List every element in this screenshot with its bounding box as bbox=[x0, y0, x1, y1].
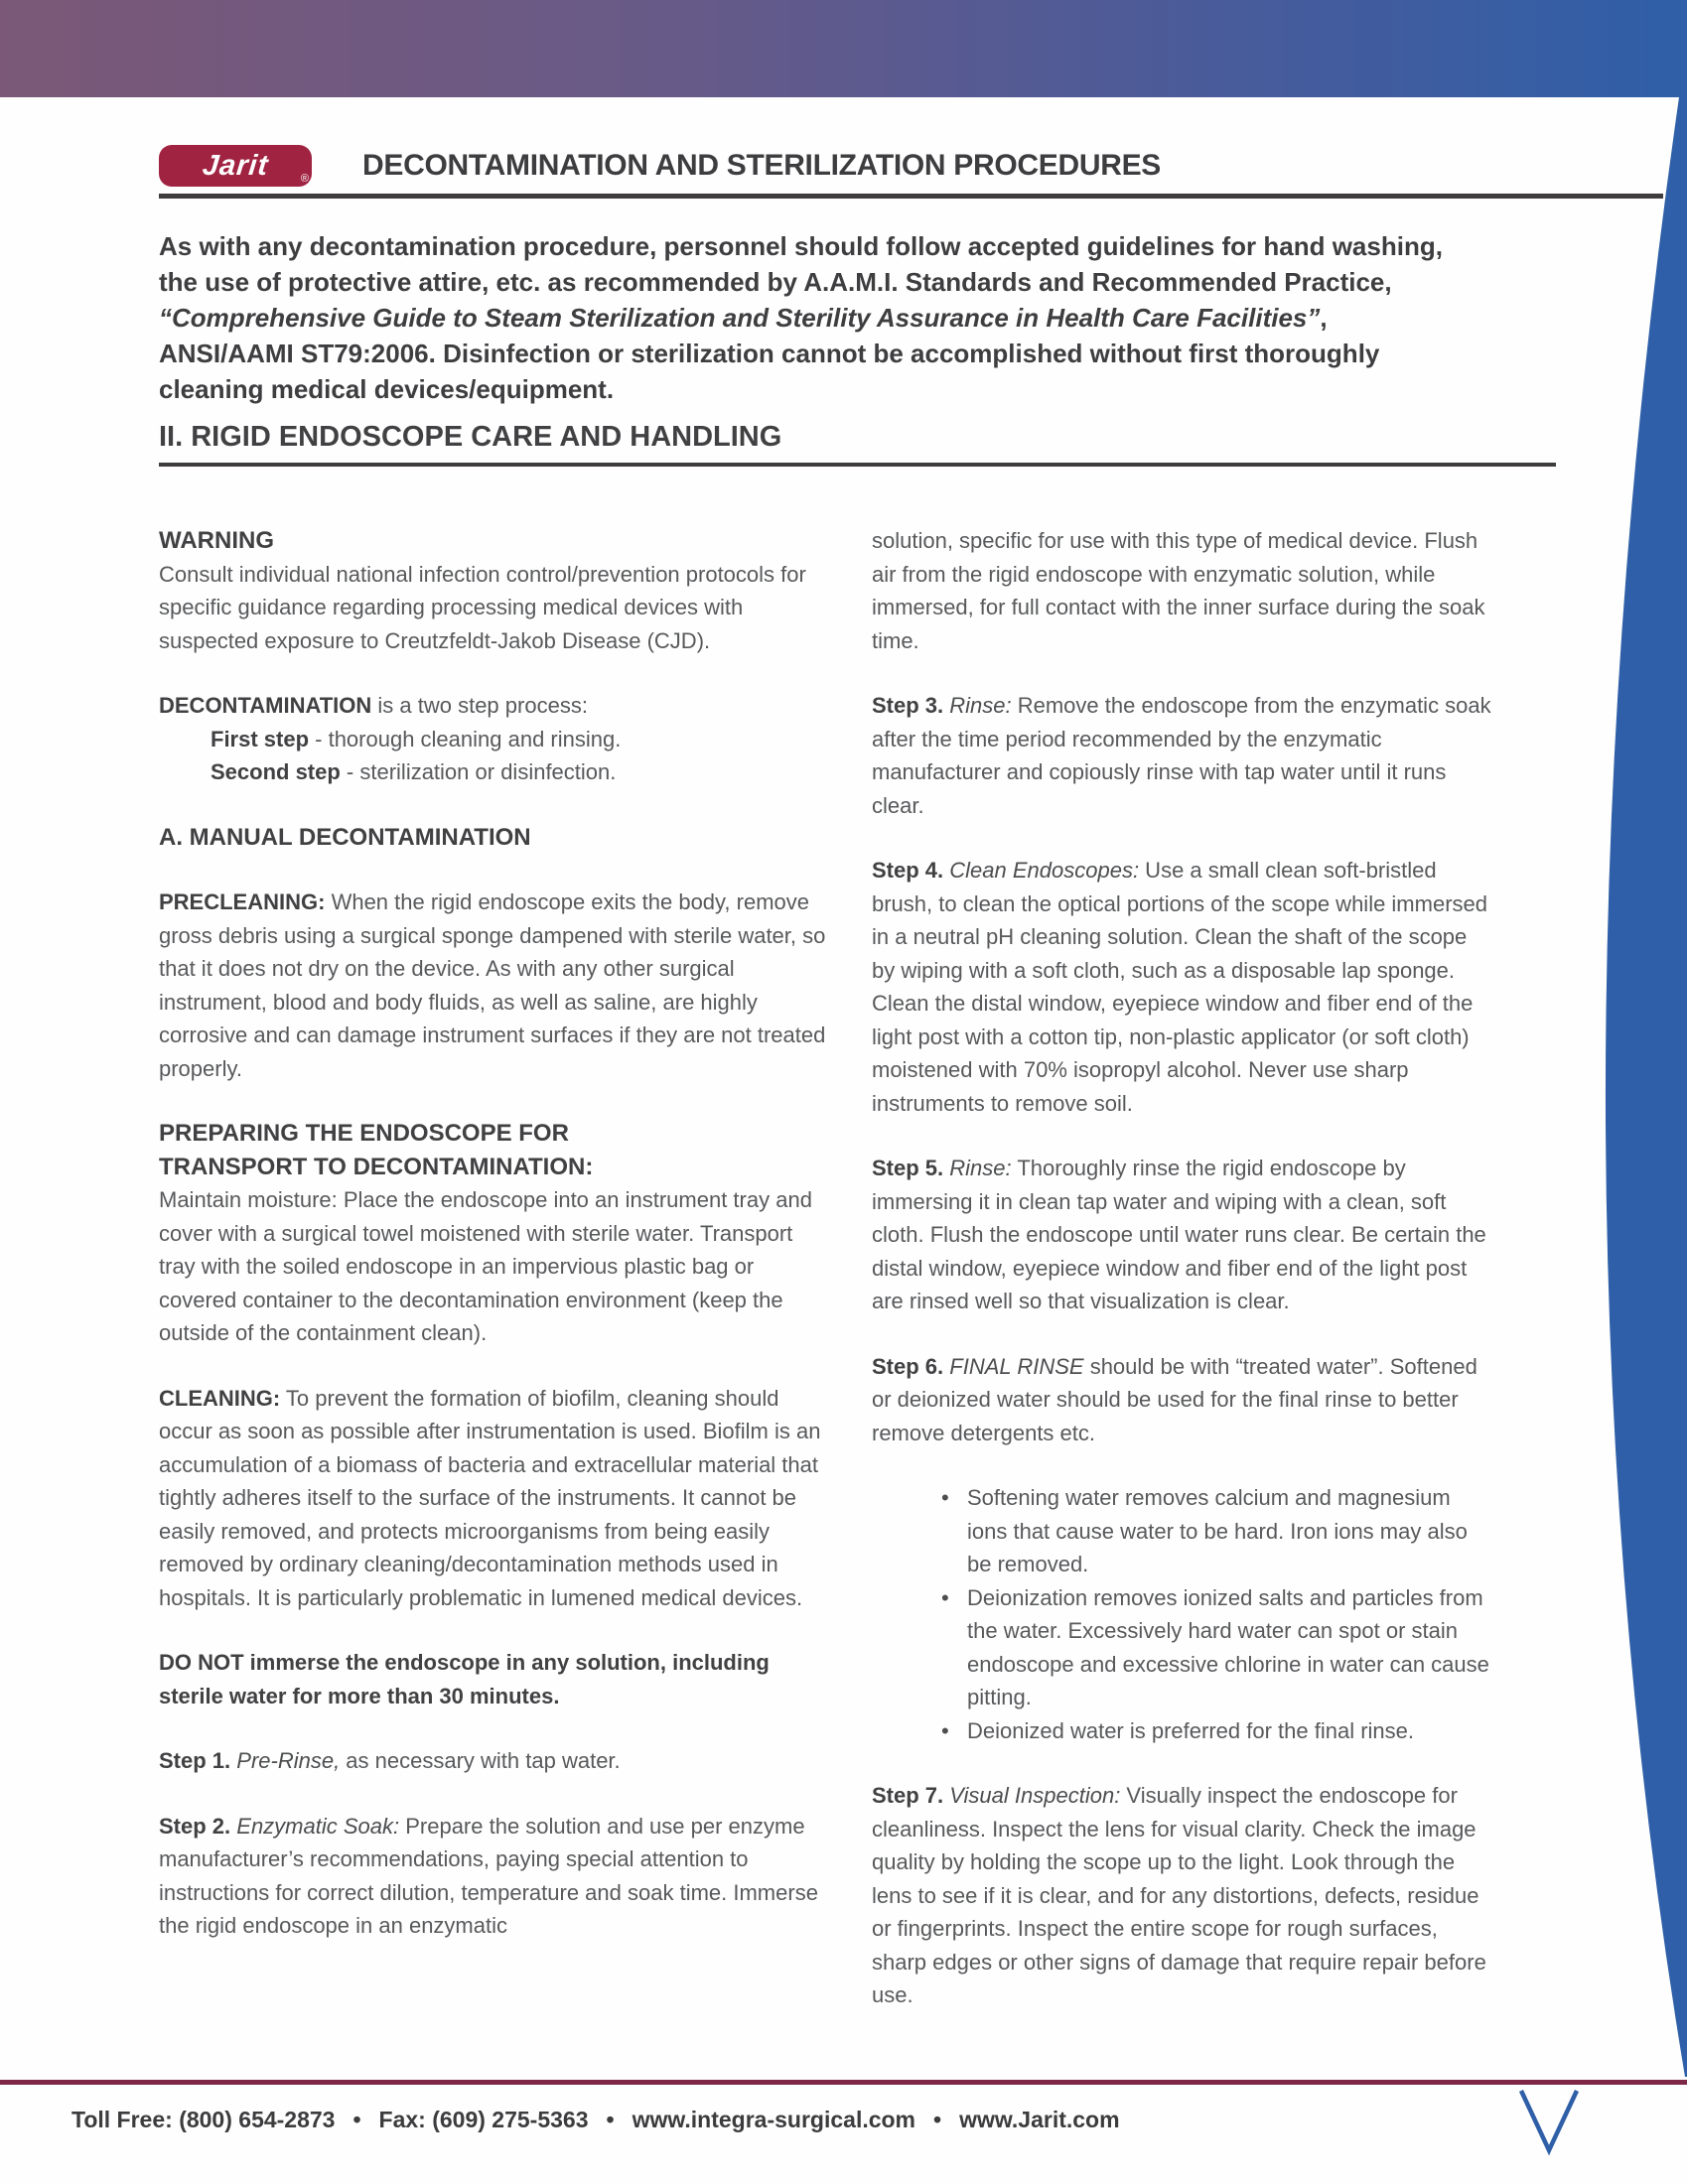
footer-item: www.Jarit.com bbox=[959, 2107, 1120, 2132]
text-run: Deionized water is preferred for the final rinse. bbox=[967, 1717, 1414, 1743]
text-run: Rinse: bbox=[949, 693, 1012, 718]
text-run: When the rigid endoscope exits the body, remove gross debris using a surgical sponge dampened with sterile water, so that it does not dry on the device. As with any other surgical instrument, blood and body fluids, as well as saline, are highly corrosive and can damage instrument surfaces if they are not treated properly. bbox=[159, 889, 826, 1081]
text-run: Second step bbox=[211, 759, 341, 784]
text-run: Softening water removes calcium and magnesium ions that cause water to be hard. Iron ions may also be removed. bbox=[967, 1485, 1468, 1576]
text-run: Use a small clean soft-bristled brush, to clean the optical portions of the scope while immersed in a neutral pH cleaning solution. Clean the shaft of the scope by wiping with a soft cloth, such as a disposable lap sponge. Clean the distal window, eyepiece window and fiber end of the light post with a cotton tip, non-plastic applicator (or soft cloth) moistened with 70% isopropyl alcohol. Never use sharp instruments to remove soil. bbox=[872, 858, 1487, 1116]
step-2-continuation-paragraph bbox=[872, 524, 1495, 657]
preparing-paragraph bbox=[159, 1183, 834, 1350]
jarit-logo-text: Jarit bbox=[201, 149, 270, 182]
footer-rule bbox=[0, 2080, 1687, 2085]
text-run: WARNING bbox=[159, 527, 274, 554]
text-run: should be with “treated water”. Softened or deionized water should be used for the final rinse to better remove detergents etc. bbox=[872, 1353, 1477, 1445]
second-step-line bbox=[211, 755, 834, 789]
footer-item: Toll Free: (800) 654-2873 bbox=[71, 2107, 336, 2132]
text-run: TRANSPORT TO DECONTAMINATION: bbox=[159, 1153, 594, 1180]
first-step-line bbox=[211, 723, 834, 756]
step-4-paragraph bbox=[872, 854, 1495, 1120]
text-run: Clean Endoscopes: bbox=[949, 858, 1140, 883]
v-mark-icon bbox=[1517, 2087, 1581, 2156]
text-run: Consult individual national infection control/prevention protocols for specific guidance regarding processing medical devices with suspected exposure to Creutzfeldt-Jakob Disease (CJD). bbox=[159, 561, 806, 653]
step-2-paragraph bbox=[159, 1810, 834, 1943]
step-3-paragraph bbox=[872, 689, 1495, 822]
text-run: Deionization removes ionized salts and particles from the water. Excessively hard water can spot or stain endoscope and excessive chlorine in water can cause pitting. bbox=[967, 1584, 1489, 1709]
registered-trademark-icon: ® bbox=[300, 173, 309, 185]
section-heading: II. RIGID ENDOSCOPE CARE AND HANDLING bbox=[159, 421, 782, 453]
footer-separator: • bbox=[352, 2107, 361, 2132]
text-run: Step 2. bbox=[159, 1813, 231, 1839]
text-run: Step 4. bbox=[872, 858, 944, 883]
cleaning-paragraph bbox=[159, 1382, 834, 1615]
text-run: Visually inspect the endoscope for cleanliness. Inspect the lens for visual clarity. Check the image quality by holding the scope up to the light. Look through the lens to see if it is clear, and for any distortions, defects, residue or fingerprints. Inspect the entire scope for rough surfaces, sharp edges or other signs of damage that require repair before use. bbox=[872, 1783, 1486, 2007]
text-run: as necessary with tap water. bbox=[340, 1748, 621, 1773]
text-run: To prevent the formation of biofilm, cleaning should occur as soon as possible after instrumentation is used. Biofilm is an accumulation of a biomass of bacteria and extracellular material that tightly adheres itself to the surface of the instruments. It cannot be easily removed, and protects microorganisms from being easily removed by ordinary cleaning/decontamination methods used in hospitals. It is particularly problematic in lumened medical devices. bbox=[159, 1385, 821, 1610]
text-run: Maintain moisture: Place the endoscope into an instrument tray and cover with a surgical towel moistened with sterile water. Transport tray with the soiled endoscope in an impervious plastic bag or covered container to the decontamination environment (keep the outside of the containment clean). bbox=[159, 1187, 812, 1345]
text-run: , ANSI/AAMI ST79:2006. Disinfection or sterilization cannot be accomplished without first thoroughly cleaning medical devices/equipment. bbox=[159, 303, 1380, 404]
column-left bbox=[159, 524, 834, 1975]
step-1-paragraph bbox=[159, 1744, 834, 1778]
manual-decontamination-heading bbox=[159, 821, 834, 855]
text-run: DECONTAMINATION bbox=[159, 693, 372, 718]
text-run: PREPARING THE ENDOSCOPE FOR bbox=[159, 1120, 569, 1147]
bullet-deionized-preferred bbox=[872, 1714, 1495, 1748]
text-run: Pre-Rinse, bbox=[236, 1748, 341, 1773]
warning-heading bbox=[159, 524, 834, 558]
text-run: A. MANUAL DECONTAMINATION bbox=[159, 823, 531, 851]
text-run: immerse the endoscope in any solution, including sterile water for more than 30 minutes. bbox=[159, 1650, 770, 1708]
column-right bbox=[872, 524, 1495, 2044]
step-5-paragraph bbox=[872, 1152, 1495, 1318]
text-run: “Comprehensive Guide to Steam Sterilization and Sterility Assurance in Health Care Facilities” bbox=[159, 303, 1321, 333]
text-run: - sterilization or disinfection. bbox=[340, 759, 617, 784]
text-run: - thorough cleaning and rinsing. bbox=[309, 726, 622, 751]
text-run: Rinse: bbox=[949, 1156, 1012, 1180]
text-run: Step 3. bbox=[872, 693, 944, 718]
step-6-paragraph bbox=[872, 1350, 1495, 1450]
text-run: solution, specific for use with this type of medical device. Flush air from the rigid endoscope with enzymatic solution, while immersed, for full contact with the inner surface during the soak time. bbox=[872, 528, 1485, 653]
step-7-paragraph bbox=[872, 1779, 1495, 2012]
text-run: CLEANING: bbox=[159, 1385, 281, 1411]
text-run: As with any decontamination procedure, personnel should follow accepted guidelines for hand washing, the use of protective attire, etc. as recommended by A.A.M.I. Standards and Recommended Practice, bbox=[159, 231, 1443, 297]
warning-paragraph bbox=[159, 558, 834, 658]
top-gradient-banner bbox=[0, 0, 1687, 97]
do-not-paragraph bbox=[159, 1646, 834, 1712]
footer-separator: • bbox=[606, 2107, 615, 2132]
preparing-heading-line2 bbox=[159, 1151, 834, 1184]
decontamination-paragraph bbox=[159, 689, 834, 723]
section-rule bbox=[159, 463, 1556, 467]
text-run: FINAL RINSE bbox=[949, 1353, 1084, 1379]
page-title: DECONTAMINATION AND STERILIZATION PROCEDURES bbox=[362, 149, 1162, 182]
footer-separator: • bbox=[933, 2107, 942, 2132]
bullet-softening-water bbox=[872, 1481, 1495, 1581]
text-run: Enzymatic Soak: bbox=[236, 1813, 400, 1839]
precleaning-paragraph bbox=[159, 886, 834, 1085]
text-run: is a two step process: bbox=[371, 693, 588, 718]
jarit-logo bbox=[159, 145, 312, 187]
footer-item: www.integra-surgical.com bbox=[632, 2107, 916, 2132]
text-run: Step 7. bbox=[872, 1783, 944, 1808]
text-run: Thoroughly rinse the rigid endoscope by immersing it in clean tap water and wiping with a clean, soft cloth. Flush the endoscope until water runs clear. Be certain the distal window, eyepiece window and fiber end of the light post are rinsed well so that visualization is clear. bbox=[872, 1156, 1486, 1313]
text-run: PRECLEANING: bbox=[159, 889, 326, 914]
text-run: Visual Inspection: bbox=[949, 1783, 1121, 1808]
text-run: DO NOT bbox=[159, 1650, 244, 1675]
footer-contact bbox=[71, 2107, 1120, 2133]
text-run: Step 6. bbox=[872, 1353, 944, 1379]
text-run: First step bbox=[211, 726, 310, 751]
intro-paragraph bbox=[159, 228, 1450, 407]
header-rule bbox=[159, 194, 1663, 199]
footer-item: Fax: (609) 275-5363 bbox=[378, 2107, 589, 2132]
preparing-heading-line1 bbox=[159, 1117, 834, 1151]
bullet-deionization bbox=[872, 1581, 1495, 1714]
text-run: Step 5. bbox=[872, 1156, 944, 1180]
text-run: Prepare the solution and use per enzyme manufacturer’s recommendations, paying special attention to instructions for correct dilution, temperature and soak time. Immerse the rigid endoscope in an enzymatic bbox=[159, 1813, 818, 1938]
text-run: Step 1. bbox=[159, 1748, 231, 1773]
text-run: Remove the endoscope from the enzymatic soak after the time period recommended by the enzymatic manufacturer and copiously rinse with tap water until it runs clear. bbox=[872, 693, 1491, 818]
